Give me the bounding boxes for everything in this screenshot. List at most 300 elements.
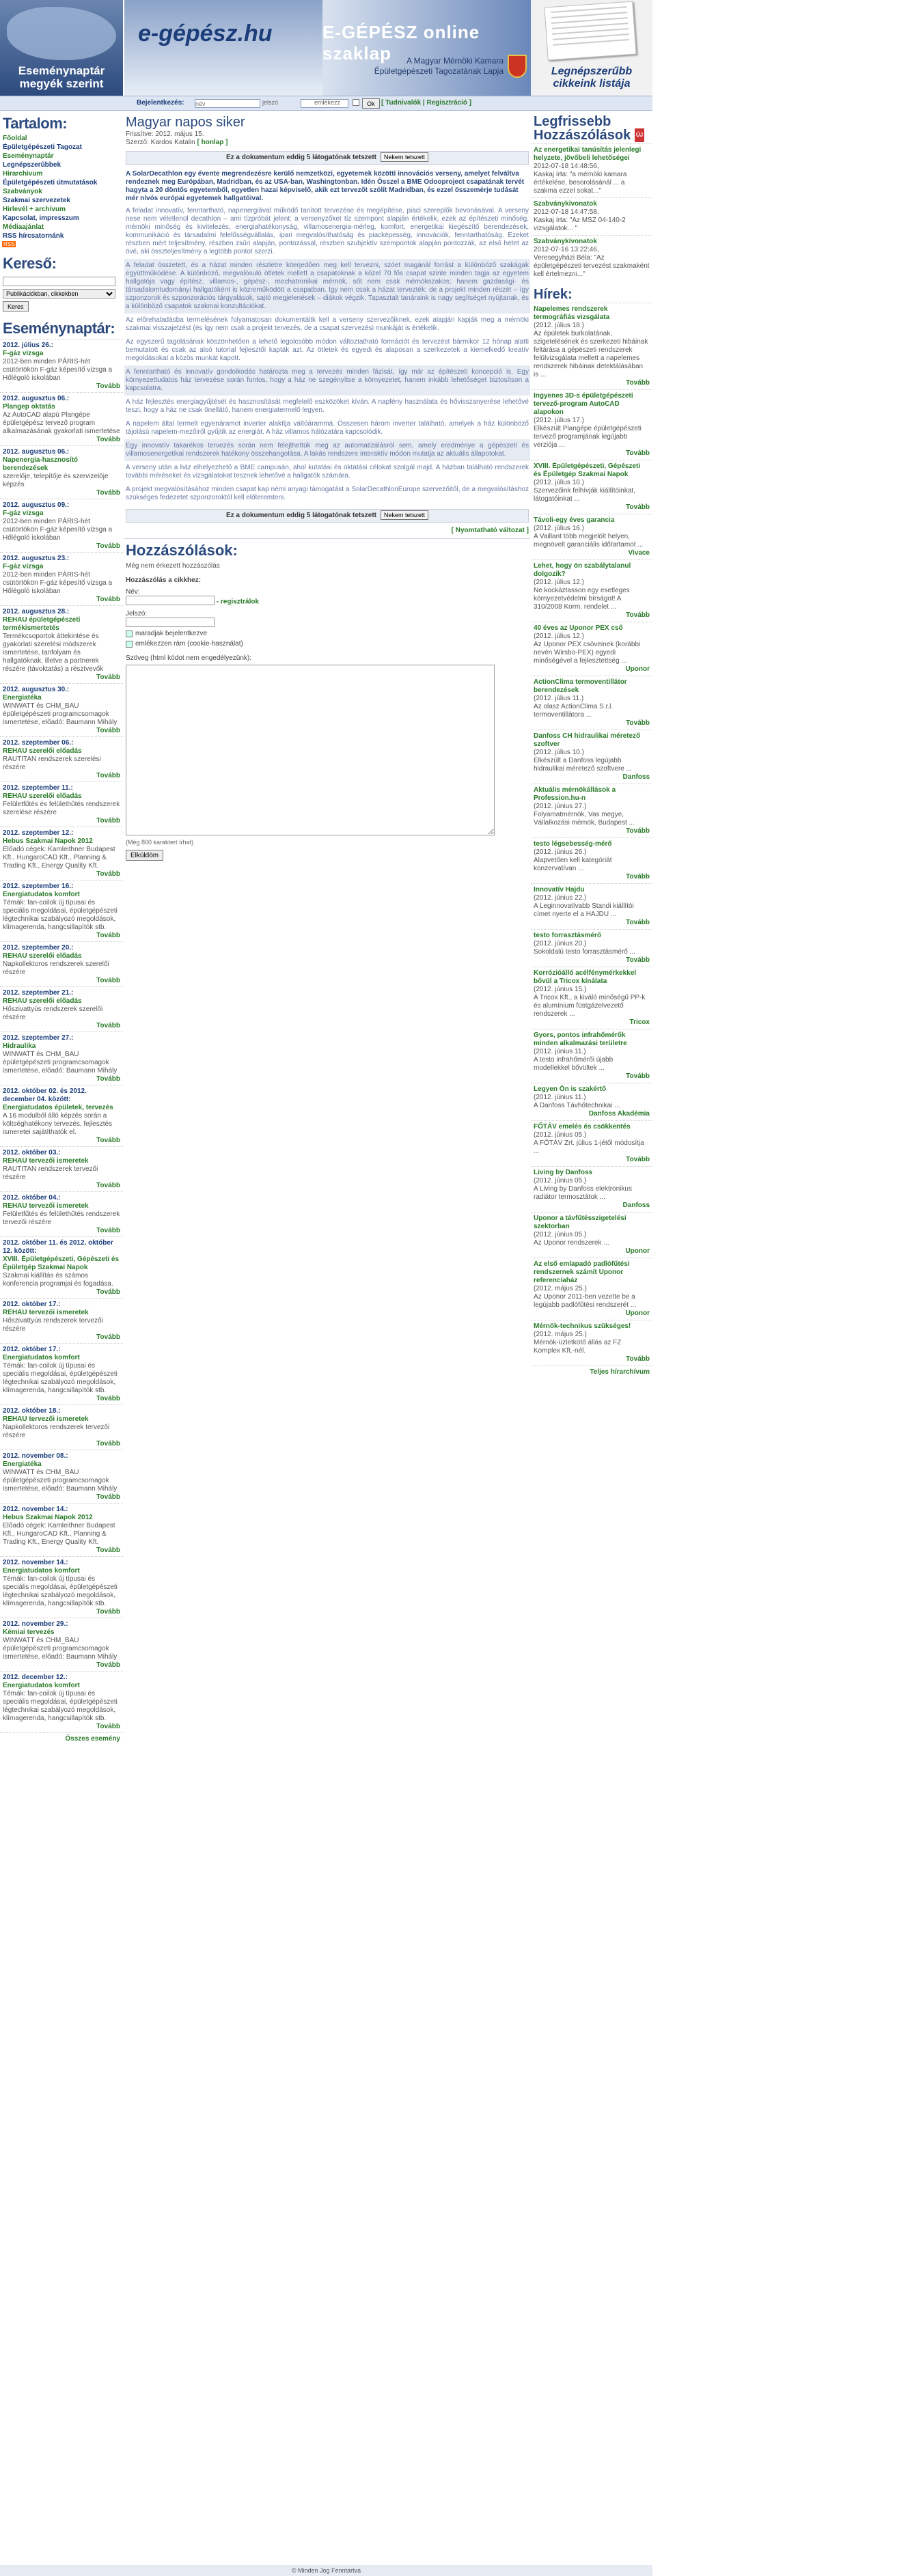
event-calendar-banner-label: Eseménynaptár megyék szerint xyxy=(18,64,105,90)
event-item[interactable] xyxy=(0,1671,123,1732)
like-button[interactable]: Nekem tetszett xyxy=(381,152,428,162)
events-title: Eseménynaptár: xyxy=(3,320,115,337)
event-more-link[interactable]: Tovább xyxy=(96,772,120,779)
event-title[interactable]: F-gáz vizsga xyxy=(3,510,44,517)
news-source-link[interactable]: Danfoss Akadémia xyxy=(588,1110,650,1118)
news-item[interactable] xyxy=(531,389,652,460)
subtitle-line-2: Épületgépészeti Tagozatának Lapja xyxy=(374,66,504,76)
news-item[interactable] xyxy=(531,1320,652,1366)
menu-item[interactable]: Hirlevél + archívum xyxy=(3,206,66,213)
news-source-link[interactable]: Tovább xyxy=(626,503,650,511)
news-date: (2012. július 17.) xyxy=(534,417,584,424)
latest-comment-title[interactable]: Szabványkivonatok xyxy=(534,200,597,208)
coat-of-arms-icon xyxy=(508,55,527,78)
left-column xyxy=(0,113,123,1745)
event-item[interactable] xyxy=(0,499,123,552)
article-paragraph: Az előrehaladásba termelésének folyamatosan dokumentáltk kell a verseny szervezőiknek, ezek alapján kapják meg a mérnöki szakmai visszajelzést (és így nem csak a projekt tervezés, de a csapat szervezési munkáját is értékelik. xyxy=(126,316,529,332)
event-date: 2012. augusztus 06.: xyxy=(3,448,70,456)
event-more-link[interactable]: Tovább xyxy=(96,596,120,603)
event-text: szerelője, telepítője és szervizelője képzés xyxy=(3,473,109,488)
event-more-link[interactable]: Tovább xyxy=(96,1608,120,1616)
event-date: 2012. szeptember 11.: xyxy=(3,784,73,792)
news-text: Szervezőink felhívják kiállítóinkat, látogatóinkat ... xyxy=(534,487,635,503)
event-date: 2012. október 11. és 2012. október 12. között: xyxy=(3,1239,113,1255)
news-source-link[interactable]: Tovább xyxy=(626,1072,650,1080)
event-more-link[interactable]: Tovább xyxy=(96,1723,120,1730)
news-date: (2012. július 11.) xyxy=(534,695,584,702)
news-source-link[interactable]: Tovább xyxy=(626,827,650,835)
popular-articles-banner[interactable] xyxy=(531,0,652,96)
news-date: (2012. július 10.) xyxy=(534,479,584,486)
news-text: Az Uponor 2011-ben vezette be a legújabb padlófűtési rendszerét ... xyxy=(534,1293,637,1309)
event-item[interactable] xyxy=(0,827,123,880)
news-item[interactable] xyxy=(531,1029,652,1083)
news-item[interactable] xyxy=(531,622,652,676)
event-title[interactable]: REHAU tervezői ismeretek xyxy=(3,1309,89,1316)
news-list xyxy=(531,303,652,1366)
event-title[interactable]: XVIII. Épületgépészeti, Gépészeti és Épületgép Szakmai Napok xyxy=(3,1256,120,1271)
article-paragraph: A ház fejlesztés energiagyűjtését és hasznosítását megfelelő eszközöket kíván. A napfény használata és hővisszanyerése lehetővé teszi, hogy a ház ne csak önellátó, hanem energiatermelő legyen. xyxy=(126,398,529,414)
event-text: Felületfűtés és felülethűtés rendszerek szerelése részére xyxy=(3,801,120,816)
event-item[interactable] xyxy=(0,552,123,605)
event-more-link[interactable]: Tovább xyxy=(96,1137,120,1144)
event-more-link[interactable]: Tovább xyxy=(96,1227,120,1234)
event-text: WINWATT és CHM_BAU épületgépészeti programcsomagok ismertetése, előadó: Baumann Mihály xyxy=(3,1051,118,1075)
menu-item[interactable]: Épületgépészeti Tagozat xyxy=(3,143,82,151)
news-title[interactable]: Legyen Ön is szakértő xyxy=(534,1085,607,1093)
event-text: 2012-ben minden PÁRIS-hét csütörtökön F-gáz képesítő vizsga a Hőlégoló iskolában xyxy=(3,358,113,382)
news-source-link[interactable]: Tovább xyxy=(626,956,650,964)
news-title[interactable]: Mérnök-technikus szükséges! xyxy=(534,1322,631,1330)
event-more-link[interactable]: Tovább xyxy=(96,1022,120,1029)
comment-form xyxy=(124,571,530,862)
event-calendar-banner[interactable] xyxy=(0,0,123,96)
latest-comment-item[interactable] xyxy=(531,143,652,197)
event-text: Témák: fan-coilok új típusai és speciális megoldásai, épületgépészeti légtechnikai szabályozó megoldások, klímagerenda, hangcsillapítók stb. xyxy=(3,1575,118,1607)
news-source-link[interactable]: Danfoss xyxy=(622,773,650,781)
news-date: (2012. június 22.) xyxy=(534,894,587,902)
menu-item[interactable]: Hirarchivum xyxy=(3,170,43,178)
news-item[interactable] xyxy=(531,1212,652,1258)
search-title: Kereső: xyxy=(3,255,57,272)
latest-comments-title-text: Legfrissebb Hozzászólások xyxy=(534,114,631,143)
event-date: 2012. október 17.: xyxy=(3,1346,61,1353)
event-title[interactable]: F-gáz vizsga xyxy=(3,350,44,357)
event-date: 2012. december 12.: xyxy=(3,1674,68,1681)
event-more-link[interactable]: Tovább xyxy=(96,932,120,939)
event-text: WINWATT és CHM_BAU épületgépészeti programcsomagok ismertetése, előadó: Baumann Mihály xyxy=(3,1637,118,1661)
event-item[interactable] xyxy=(0,1146,123,1191)
news-title[interactable]: Innovatív Hajdu xyxy=(534,886,585,894)
event-date: 2012. július 26.: xyxy=(3,342,53,349)
remember-label: emlékezz xyxy=(314,99,341,106)
event-text: WINWATT és CHM_BAU épületgépészeti programcsomagok ismertetése, előadó: Baumann Mihály xyxy=(3,702,118,726)
news-source-link[interactable]: Tovább xyxy=(626,449,650,457)
event-more-link[interactable]: Tovább xyxy=(96,1075,120,1083)
news-item[interactable] xyxy=(531,883,652,929)
event-more-link[interactable]: Tovább xyxy=(96,727,120,734)
site-title: E-GÉPÉSZ online szaklap xyxy=(322,22,480,64)
news-item[interactable] xyxy=(531,929,652,967)
news-text: Sokoldalú testo forrasztásmérő ... xyxy=(534,948,635,956)
event-item[interactable] xyxy=(0,880,123,941)
login-ok-button[interactable]: Ok xyxy=(362,98,380,109)
comment-form-heading: Hozzászólás a cikkhez: xyxy=(126,577,202,584)
article-paragraph: Az egyszerű tagolásának köszönhetően a lehető legolcsóbb módon változtatható formációt és tervezést bármikor 12 hónap alatti bemutatott és csak az alsó tutorial fejlesztői kapták azt. Az ötletek és egyedi és alaposan a szerkezetek a kiemelkedő kreatív megoldásokat a közös munkát kapott. xyxy=(126,338,529,362)
site-subtitle xyxy=(374,56,504,77)
event-title[interactable]: Energiatéka xyxy=(3,694,42,702)
news-title[interactable]: Ingyenes 3D-s épületgépészeti tervező-program AutoCAD alapokon xyxy=(534,392,633,416)
login-label: Bejelentkezés: xyxy=(137,99,184,107)
news-source-link[interactable]: Danfoss xyxy=(622,1202,650,1209)
news-text: Folyamatmérnök, Vas megye, Vállalkozási mérnök, Budapest ... xyxy=(534,811,635,827)
like-count-text-bottom: Ez a dokumentum eddig 5 látogatónak tetszett xyxy=(225,512,376,519)
event-more-link[interactable]: Tovább xyxy=(96,817,120,825)
event-title[interactable]: Energiatudatos épületek, tervezés xyxy=(3,1104,113,1111)
menu-item[interactable]: Médiaajánlat xyxy=(3,223,44,231)
article-paragraph: A fenntartható és innovatív gondolkodás határozta meg a tervezés minden fázisát, így már az építészeti koncepció is. Egy környezettudatos ház tervezése során fontos, hogy a ház ne szegényítse a környezetet, hanem inkább lehetőséget biztosítson a kapcsolatra. xyxy=(124,365,530,396)
event-title[interactable]: REHAU tervezői ismeretek xyxy=(3,1157,89,1165)
news-title[interactable]: Uponor a távfűtésszigetelési szektorban xyxy=(534,1215,626,1230)
event-text: Napkollektoros rendszerek tervezői részére xyxy=(3,1424,110,1439)
event-title[interactable]: Hebus Szakmai Napok 2012 xyxy=(3,837,93,845)
events-list xyxy=(0,339,123,1732)
event-date: 2012. szeptember 06.: xyxy=(3,739,74,747)
latest-comment-title[interactable]: Szabványkivonatok xyxy=(534,238,597,245)
event-date: 2012. szeptember 12.: xyxy=(3,829,74,837)
news-item[interactable] xyxy=(531,967,652,1029)
menu-item[interactable]: Eseménynaptár xyxy=(3,152,54,160)
news-title[interactable]: Aktuális mérnökállások a Profession.hu-n xyxy=(534,786,616,802)
menu-item[interactable]: Szabványok xyxy=(3,188,42,195)
event-more-link[interactable]: Tovább xyxy=(96,674,120,681)
news-title[interactable]: Távoli-egy éves garancia xyxy=(534,516,615,524)
news-title[interactable]: Lehet, hogy ön szabálytalanul dolgozik? xyxy=(534,562,631,578)
latest-comment-date: 2012-07-18 14:48:56, xyxy=(534,163,599,170)
event-more-link[interactable]: Tovább xyxy=(96,383,120,390)
news-item[interactable] xyxy=(531,303,652,389)
event-more-link[interactable]: Tovább xyxy=(96,1440,120,1448)
event-text: Felületfűtés és felülethűtés rendszerek tervezői részére xyxy=(3,1210,120,1226)
news-text: Ne kockáztasson egy esetleges környezetvédelmi bírságot! A 310/2008 Korm. rendelet ... xyxy=(534,587,630,611)
news-item[interactable] xyxy=(531,1083,652,1120)
event-item[interactable] xyxy=(0,1503,123,1556)
event-date: 2012. november 08.: xyxy=(3,1452,68,1460)
news-title[interactable]: FŐTÁV emelés és csökkentés xyxy=(534,1123,631,1131)
latest-comment-title[interactable]: Az energetikai tanúsítás jelenlegi helyzete, jövőbeli lehetőségei xyxy=(534,146,642,162)
news-source-link[interactable]: Vivace xyxy=(628,549,650,557)
event-title[interactable]: REHAU tervezői ismeretek xyxy=(3,1202,89,1210)
subtitle-line-1: A Magyar Mérnöki Kamara xyxy=(406,56,504,66)
news-text: A Living by Danfoss elektronikus radiátor termosztátok ... xyxy=(534,1185,632,1201)
username-input[interactable] xyxy=(195,99,260,108)
event-date: 2012. november 14.: xyxy=(3,1506,68,1513)
event-text: Az AutoCAD alapú Plangépe épületgépész tervező program alkalmazásának gyakorlati ismertetése xyxy=(3,411,120,435)
article-title: Magyar napos siker xyxy=(126,115,245,130)
event-more-link[interactable]: Tovább xyxy=(96,1661,120,1669)
article-date: Frissítve: 2012. május 15. xyxy=(126,130,204,138)
event-title[interactable]: F-gáz vizsga xyxy=(3,563,44,570)
latest-comments-title xyxy=(531,113,652,143)
latest-comment-text: Veresegyházi Béla: "Az épületgépészeti tervezést szakmaként kell értelmezni..." xyxy=(534,254,650,278)
like-button-bottom[interactable]: Nekem tetszett xyxy=(381,510,428,520)
event-item[interactable] xyxy=(0,392,123,445)
comment-text-label: Szöveg (html kódot nem engedélyezünk): xyxy=(126,654,251,662)
right-column xyxy=(531,113,652,1379)
event-more-link[interactable]: Tovább xyxy=(96,1547,120,1554)
article-lead: A SolarDecathlon egy évente megrendezésre kerülő nemzetközi, egyetemek közötti innovációs verseny, amelyet felváltva rendeznek meg Európában, Madridban, és az USA-ban, Washingtonban. Idén Ősszel a BME Odooproject csapatának tervét hagyta a 20 döntős egyetemből, egyetlen hazai képviselő, akik ezt tervezőt szólít Madridban, és ezzel összemérje tudását mér nívós európai egyetemek hallgatóival. xyxy=(126,170,525,202)
event-title[interactable]: Energiatéka xyxy=(3,1460,42,1468)
event-title[interactable]: Hebus Szakmai Napok 2012 xyxy=(3,1514,93,1521)
news-item[interactable] xyxy=(531,837,652,883)
news-title[interactable]: testo forrasztásmérő xyxy=(534,932,601,939)
event-more-link[interactable]: Tovább xyxy=(96,436,120,443)
remember-me-row[interactable] xyxy=(126,640,529,648)
printable-version-link[interactable]: [ Nyomtatható változat ] xyxy=(451,527,529,534)
event-title[interactable]: Energiatudatos komfort xyxy=(3,1567,80,1575)
main-content xyxy=(124,113,530,862)
event-title[interactable]: Kémiai tervezés xyxy=(3,1629,55,1636)
event-more-link[interactable]: Tovább xyxy=(96,1395,120,1402)
news-title[interactable]: Gyors, pontos infrahőmérők minden alkalmazási területre xyxy=(534,1031,627,1047)
event-more-link[interactable]: Tovább xyxy=(96,489,120,497)
news-source-link[interactable]: Tovább xyxy=(626,919,650,926)
event-item[interactable] xyxy=(0,986,123,1031)
event-date: 2012. szeptember 20.: xyxy=(3,944,74,952)
event-item[interactable] xyxy=(0,1298,123,1343)
remember-me-label: emlékezzen rám (cookie-használat) xyxy=(135,640,243,648)
event-text: WINWATT és CHM_BAU épületgépészeti programcsomagok ismertetése, előadó: Baumann Mihály xyxy=(3,1469,118,1493)
news-date: (2012. június 05.) xyxy=(534,1131,587,1139)
news-text: Alapvetően kell kategóriát konzervatívan ... xyxy=(534,857,612,872)
event-date: 2012. augusztus 09.: xyxy=(3,501,70,509)
news-source-link[interactable]: Tovább xyxy=(626,1355,650,1363)
event-title[interactable]: REHAU épületgépészeti termékismertetés xyxy=(3,616,81,632)
news-title[interactable]: ActionClima termoventillátor berendezések xyxy=(534,678,627,694)
author-homepage-link[interactable]: [ honlap ] xyxy=(197,139,228,146)
news-text: A Tricox Kft., a kiváló minőségű PP-k és alumínium füstgázelvezető rendszerek ... xyxy=(534,994,646,1018)
news-source-link[interactable]: Uponor xyxy=(625,665,650,673)
article-paragraph: A napelem által termelt egyenáramot inverter alakítja váltóárammá. Összesen három inverter található, amelyek a ház különböző tájolású napelem-mezőiről gyűjtik az energiát. A ház villamos hálózatára kapcsolódik. xyxy=(126,420,529,436)
event-date: 2012. november 14.: xyxy=(3,1559,68,1566)
news-item[interactable] xyxy=(531,559,652,622)
event-item[interactable] xyxy=(0,683,123,736)
event-item[interactable] xyxy=(0,1618,123,1671)
all-events-link[interactable]: Összes esemény xyxy=(0,1732,123,1745)
news-date: (2012. július 10.) xyxy=(534,749,584,756)
news-text: Elkészült a Danfoss legújabb hidraulikai méretező szoftvere ... xyxy=(534,757,632,773)
news-text: Az Uponor rendszerek ... xyxy=(534,1239,609,1247)
event-item[interactable] xyxy=(0,1556,123,1618)
latest-comment-text: Kaskaj írta: "Az MSZ 04-140-2 vizsgálatok... " xyxy=(534,217,626,232)
event-date: 2012. október 02. és 2012. december 04. között: xyxy=(3,1088,87,1103)
event-title[interactable]: Energiatudatos komfort xyxy=(3,891,80,898)
menu-item[interactable]: Szakmai szervezetek xyxy=(3,197,70,204)
comment-textarea[interactable] xyxy=(126,665,495,835)
menu-item[interactable]: Legnépszerűbbek xyxy=(3,161,61,169)
news-item[interactable] xyxy=(531,784,652,837)
news-item[interactable] xyxy=(531,514,652,559)
article-paragraph: Egy innovatív takarékos tervezés során nem felejthettük meg az automatizálásról sem, amely eredménye a gépészeti és villamosenergetikai rendszerek hatékony összehangolása. A lakás rendszere interaktív módon mutatja az aktuális állapotokat. xyxy=(124,439,530,461)
event-item[interactable] xyxy=(0,605,123,683)
event-title[interactable]: REHAU szerelői előadás xyxy=(3,997,82,1005)
news-title: Hírek: xyxy=(534,287,573,302)
news-source-link[interactable]: Tovább xyxy=(626,1156,650,1163)
news-title[interactable]: Korrózióálló acélfénymérkekkel bővül a Tricox kínálata xyxy=(534,969,637,985)
stay-logged-in-checkbox[interactable] xyxy=(126,631,133,637)
news-date: (2012. július 12.) xyxy=(534,579,584,586)
news-date: (2012. június 26.) xyxy=(534,848,587,856)
news-title[interactable]: XVIII. Épületgépészeti, Gépészeti és Épületgép Szakmai Napok xyxy=(534,462,641,478)
event-more-link[interactable]: Tovább xyxy=(96,1288,120,1296)
news-text: A testo infrahőmérői újabb modellekkel bővültek ... xyxy=(534,1056,614,1072)
event-title[interactable]: REHAU szerelői előadás xyxy=(3,747,82,755)
news-date: (2012. június 05.) xyxy=(534,1231,587,1238)
latest-comment-date: 2012-07-18 14:47:58, xyxy=(534,208,599,216)
event-date: 2012. augusztus 30.: xyxy=(3,686,70,693)
menu-item[interactable]: Épületgépészeti útmutatások xyxy=(3,179,98,186)
news-item[interactable] xyxy=(531,1166,652,1212)
news-source-link[interactable]: Tovább xyxy=(626,873,650,881)
event-item[interactable] xyxy=(0,1085,123,1146)
login-links[interactable]: [ Tudnivalók | Regisztráció ] xyxy=(381,99,472,107)
event-date: 2012. szeptember 21.: xyxy=(3,989,74,997)
register-link[interactable]: - regisztrálok xyxy=(216,598,260,606)
news-title[interactable]: Living by Danfoss xyxy=(534,1169,593,1176)
news-item[interactable] xyxy=(531,676,652,730)
rss-icon: RSS xyxy=(3,241,15,247)
menu-item[interactable]: Kapcsolat, impresszum xyxy=(3,214,79,222)
event-text: Napkollektoros rendszerek szerelői részére xyxy=(3,960,109,976)
event-more-link[interactable]: Tovább xyxy=(96,977,120,984)
news-title[interactable]: Danfoss CH hidraulikai méretező szoftver xyxy=(534,732,641,748)
latest-comment-item[interactable] xyxy=(531,235,652,281)
search-scope-select[interactable] xyxy=(3,289,115,299)
event-item[interactable] xyxy=(0,1404,123,1450)
popular-articles-banner-label: Legnépszerűbb cikkeink listája xyxy=(551,66,633,89)
news-item[interactable] xyxy=(531,730,652,784)
site-title-banner xyxy=(322,0,531,96)
news-source-link[interactable]: Tovább xyxy=(626,611,650,619)
news-source-link[interactable]: Uponor xyxy=(625,1247,650,1255)
event-item[interactable] xyxy=(0,1343,123,1404)
event-item[interactable] xyxy=(0,339,123,392)
event-item[interactable] xyxy=(0,1031,123,1085)
menu-item[interactable]: Főoldal xyxy=(3,135,27,142)
menu-item[interactable]: RSS hírcsatornánk xyxy=(3,232,64,240)
event-item[interactable] xyxy=(0,445,123,499)
event-more-link[interactable]: Tovább xyxy=(96,1182,120,1189)
password-label: jelszó xyxy=(262,99,279,106)
submit-comment-button[interactable]: Elküldöm xyxy=(126,850,163,861)
event-title[interactable]: Hidraulika xyxy=(3,1042,36,1050)
event-title[interactable]: REHAU tervezői ismeretek xyxy=(3,1415,89,1423)
event-date: 2012. október 03.: xyxy=(3,1149,61,1157)
news-text: Az épületek burkolatának, szigetelésének és szerkezeti hibáinak feltárása a gépészeti rendszerek felülvizsgálata mellett a napelemes rendszerek hibáinak detektálásában is ... xyxy=(534,330,648,378)
like-bar xyxy=(126,151,529,165)
event-item[interactable] xyxy=(0,1236,123,1298)
news-date: (2012. június 20.) xyxy=(534,940,587,947)
event-item[interactable] xyxy=(0,781,123,827)
remember-checkbox[interactable] xyxy=(353,99,359,106)
event-more-link[interactable]: Tovább xyxy=(96,542,120,550)
document-icon xyxy=(544,1,636,61)
event-date: 2012. augusztus 28.: xyxy=(3,608,70,615)
news-title[interactable]: Az első emlapadó padlófűtési rendszernek számít Uponor referenciaház xyxy=(534,1260,630,1284)
remember-me-checkbox[interactable] xyxy=(126,641,133,648)
event-item[interactable] xyxy=(0,1450,123,1503)
event-title[interactable]: Energiatudatos komfort xyxy=(3,1682,80,1689)
event-title[interactable]: REHAU szerelői előadás xyxy=(3,792,82,800)
event-title[interactable]: REHAU szerelői előadás xyxy=(3,952,82,960)
search-button[interactable]: Keres xyxy=(3,301,29,311)
login-bar xyxy=(0,96,652,111)
event-more-link[interactable]: Tovább xyxy=(96,1333,120,1341)
comment-password-label: Jelszó: xyxy=(126,609,148,618)
news-source-link[interactable]: Uponor xyxy=(625,1310,650,1317)
event-text: 2012-ben minden PÁRIS-hét csütörtökön F-gáz képesítő vizsga a Hőlégoló iskolában xyxy=(3,518,113,542)
news-date: (2012. június 11.) xyxy=(534,1094,586,1101)
event-item[interactable] xyxy=(0,1191,123,1236)
news-archive-link[interactable]: Teljes hírarchívum xyxy=(531,1366,652,1379)
event-more-link[interactable]: Tovább xyxy=(96,870,120,878)
event-text: Témák: fan-coilok új típusai és speciális megoldásai, épületgépészeti légtechnikai szabályozó megoldások, klímagerenda, hangcsillapítók stb. xyxy=(3,1690,118,1722)
article-paragraph: A feladat összetett, és a házat minden részletre kiterjedően meg kell tervezni, szóet magánál forrást a különböző szakágak együttműködése. A különböző, megvalósuló ötletek mellett a csapatoknak a közel 70 fős csapat szinte minden tagja az egyetem hallgatója vagy építész, villamos-, gépész-, mechatronikai mérnök, sőt nem csak mérnökszakos; hanem gazdasági- és társadalomtudományi hallgatóként is közreműködött a csapatban. Így nem csak a házat tervezték: de a projekt minden részét – így szponzorok és szponzorációs tárgyalások, sajtó megjelenések – diákok végzik. Tapasztalt tanáraink is nagy segítséget nyújtanak, és a különböző csapatok szakmai konzultációkat. xyxy=(124,259,530,314)
stay-logged-in-row[interactable] xyxy=(126,630,529,637)
news-item[interactable] xyxy=(531,1258,652,1320)
event-item[interactable] xyxy=(0,736,123,781)
event-title[interactable]: Plangep oktatás xyxy=(3,403,55,411)
comment-name-input[interactable] xyxy=(126,596,215,605)
latest-comment-date: 2012-07-16 13:22:46, xyxy=(534,246,599,253)
comment-password-input[interactable] xyxy=(126,618,215,627)
event-date: 2012. augusztus 23.: xyxy=(3,555,70,562)
footer: © Minden Jog Fenntartva xyxy=(0,2565,652,2576)
news-title[interactable]: testo légsebesség-mérő xyxy=(534,840,612,848)
site-logo-text: e-gépész.hu xyxy=(138,20,273,46)
site-logo[interactable] xyxy=(124,0,322,96)
news-date: (2012. május 25.) xyxy=(534,1331,587,1338)
event-text: Témák: fan-coilok új típusai és speciális megoldásai, épületgépészeti légtechnikai szabályozó megoldások, klímagerenda, hangcsillapítók stb. xyxy=(3,899,118,931)
event-text: Hőszivattyús rendszerek tervezői részére xyxy=(3,1317,103,1333)
news-text: Mérnök-üzletkötő állás az FZ Komplex Kft.-nél. xyxy=(534,1339,622,1355)
news-source-link[interactable]: Tricox xyxy=(629,1019,650,1026)
news-source-link[interactable]: Tovább xyxy=(626,379,650,387)
news-date: (2012. június 27.) xyxy=(534,803,587,810)
latest-comment-item[interactable] xyxy=(531,197,652,235)
event-text: Témák: fan-coilok új típusai és speciális megoldásai, épületgépészeti légtechnikai szabályozó megoldások, klímagerenda, hangcsillapítók stb. xyxy=(3,1362,118,1394)
character-counter: (Még 800 karaktert írhat) xyxy=(126,839,194,846)
event-item[interactable] xyxy=(0,941,123,986)
event-title[interactable]: Napenergia-hasznosító berendezések xyxy=(3,456,79,472)
news-title[interactable]: 40 éves az Uponor PEX cső xyxy=(534,624,623,632)
event-text: Szakmai kiállítás és számos konferencia programjai és fogadása. xyxy=(3,1272,113,1288)
search-input[interactable] xyxy=(3,277,115,286)
news-date: (2012. július 16.) xyxy=(534,525,584,532)
event-date: 2012. augusztus 06.: xyxy=(3,395,70,402)
event-title[interactable]: Energiatudatos komfort xyxy=(3,1354,80,1361)
news-title[interactable]: Napelemes rendszerek termográfiás vizsgálata xyxy=(534,305,610,321)
event-more-link[interactable]: Tovább xyxy=(96,1493,120,1501)
event-text: 2012-ben minden PÁRIS-hét csütörtökön F-gáz képesítő vizsga a Hőlégoló iskolában xyxy=(3,571,113,595)
news-text: A FŐTÁV Zrt. július 1-jétől módosítja ... xyxy=(534,1139,644,1155)
news-source-link[interactable]: Tovább xyxy=(626,719,650,727)
news-item[interactable] xyxy=(531,460,652,514)
news-item[interactable] xyxy=(531,1120,652,1166)
event-text: Előadó cégek: Kamleithner Budapest Kft., HungaroCAD Kft., Planning & Trading Kft., Energy Quality Kft. xyxy=(3,846,115,870)
news-text: A Leginnovatívabb Standi kiállítói címet nyerte el a HAJDU ... xyxy=(534,902,634,918)
event-date: 2012. október 17.: xyxy=(3,1301,61,1308)
